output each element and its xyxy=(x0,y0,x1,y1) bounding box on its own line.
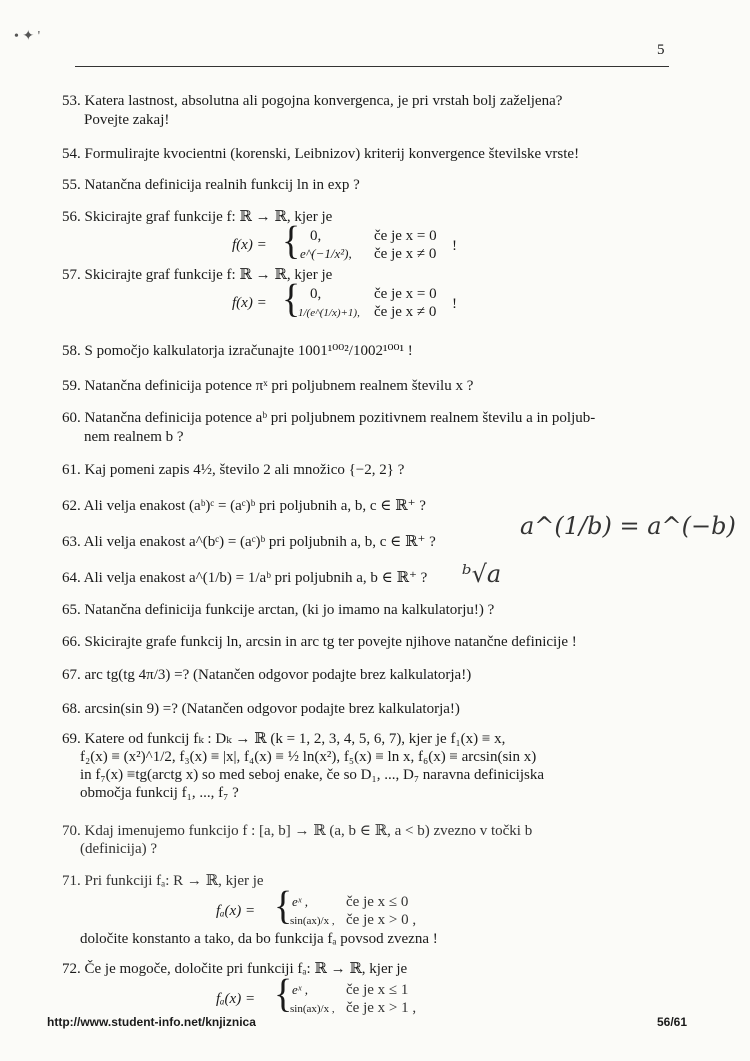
q57-lhs: f(x) = xyxy=(232,295,267,311)
q56-case1: 0, xyxy=(310,228,322,244)
q71-case1: eˣ , xyxy=(292,894,308,909)
question-72: 72. Če je mogoče, določite pri funkciji fₐ: ℝ → ℝ, kjer je xyxy=(62,961,408,977)
q57-cond1: če je x = 0 xyxy=(374,286,437,302)
question-61: 61. Kaj pomeni zapis 4½, število 2 ali množico {−2, 2} ? xyxy=(62,462,405,478)
q72-cond1: če je x ≤ 1 xyxy=(346,982,409,998)
question-60-cont: nem realnem b ? xyxy=(84,429,184,445)
q72-lhs: fₐ(x) = xyxy=(216,991,256,1007)
question-60: 60. Natančna definicija potence aᵇ pri poljubnem pozitivnem realnem številu a in poljub- xyxy=(62,410,596,426)
question-63: 63. Ali velja enakost a^(bᶜ) = (aᶜ)ᵇ pri poljubnih a, b, c ∈ ℝ⁺ ? xyxy=(62,534,436,550)
question-69: 69. Katere od funkcij fₖ : Dₖ → ℝ (k = 1, 2, 3, 4, 5, 6, 7), kjer je f₁(x) ≡ x, xyxy=(62,731,506,747)
question-71-cont: določite konstanto a tako, da bo funkcija fₐ povsod zvezna ! xyxy=(80,931,438,947)
page-number: 5 xyxy=(657,42,665,58)
handwritten-note-2: ᵇ√a xyxy=(462,560,502,588)
q57-end: ! xyxy=(452,296,457,312)
footer-url[interactable]: http://www.student-info.net/knjiznica xyxy=(47,1015,256,1029)
q57-brace: { xyxy=(282,276,301,322)
question-67: 67. arc tg(tg 4π/3) =? (Natančen odgovor podajte brez kalkulatorja!) xyxy=(62,667,472,683)
footer-page: 56/61 xyxy=(657,1015,688,1029)
q56-brace: { xyxy=(282,218,301,264)
question-65: 65. Natančna definicija funkcije arctan, (ki jo imamo na kalkulatorju!) ? xyxy=(62,602,495,618)
header-rule xyxy=(75,66,669,67)
question-57: 57. Skicirajte graf funkcije f: ℝ → ℝ, kjer je xyxy=(62,267,333,283)
question-69-line4: območja funkcij f₁, ..., f₇ ? xyxy=(80,785,239,801)
q56-end: ! xyxy=(452,238,457,254)
q71-brace: { xyxy=(274,883,293,929)
question-62: 62. Ali velja enakost (aᵇ)ᶜ = (aᶜ)ᵇ pri poljubnih a, b, c ∈ ℝ⁺ ? xyxy=(62,498,426,514)
q72-case1: eˣ , xyxy=(292,982,308,997)
question-71: 71. Pri funkciji fₐ: R → ℝ, kjer je xyxy=(62,873,264,889)
q56-lhs: f(x) = xyxy=(232,237,267,253)
q56-cond1: če je x = 0 xyxy=(374,228,437,244)
scan-mark: • ✦ ' xyxy=(14,29,41,44)
question-70: 70. Kdaj imenujemo funkcijo f : [a, b] → ℝ (a, b ∈ ℝ, a < b) zvezno v točki b xyxy=(62,823,533,839)
q56-cond2: če je x ≠ 0 xyxy=(374,246,437,262)
question-53-cont: Povejte zakaj! xyxy=(84,112,170,128)
q71-case2: sin(ax)/x , xyxy=(290,915,335,927)
question-58: 58. S pomočjo kalkulatorja izračunajte 1001¹⁰⁰²/1002¹⁰⁰¹ ! xyxy=(62,343,413,359)
q72-brace: { xyxy=(274,971,293,1017)
question-69-line3: in f₇(x) ≡tg(arctg x) so med seboj enake, če so D₁, ..., D₇ naravna definicijska xyxy=(80,767,544,783)
q71-cond1: če je x ≤ 0 xyxy=(346,894,409,910)
q56-case2: e^(−1/x²), xyxy=(300,246,352,261)
q72-case2: sin(ax)/x , xyxy=(290,1003,335,1015)
question-55: 55. Natančna definicija realnih funkcij ln in exp ? xyxy=(62,177,360,193)
question-56: 56. Skicirajte graf funkcije f: ℝ → ℝ, kjer je xyxy=(62,209,333,225)
q71-cond2: če je x > 0 , xyxy=(346,912,417,928)
handwritten-note-1: a^(1/b) = a^(−b) xyxy=(520,512,736,540)
q72-cond2: če je x > 1 , xyxy=(346,1000,417,1016)
q57-case2: 1/(e^(1/x)+1), xyxy=(298,307,360,319)
question-64: 64. Ali velja enakost a^(1/b) = 1/aᵇ pri poljubnih a, b ∈ ℝ⁺ ? xyxy=(62,570,428,586)
question-70-cont: (definicija) ? xyxy=(80,841,158,857)
q57-case1: 0, xyxy=(310,286,322,302)
question-54: 54. Formulirajte kvocientni (korenski, Leibnizov) kriterij konvergence številske vrste! xyxy=(62,146,580,162)
question-59: 59. Natančna definicija potence πˣ pri poljubnem realnem številu x ? xyxy=(62,378,474,394)
question-68: 68. arcsin(sin 9) =? (Natančen odgovor podajte brez kalkulatorja!) xyxy=(62,701,460,717)
q71-lhs: fₐ(x) = xyxy=(216,903,256,919)
question-53: 53. Katera lastnost, absolutna ali pogojna konvergenca, je pri vrstah bolj zaželjena? xyxy=(62,93,563,109)
question-69-line2: f₂(x) ≡ (x²)^1/2, f₃(x) ≡ |x|, f₄(x) ≡ ½ ln(x²), f₅(x) ≡ ln x, f₆(x) ≡ arcsin(sin x) xyxy=(80,749,537,765)
question-66: 66. Skicirajte grafe funkcij ln, arcsin in arc tg ter povejte njihove natančne definicije ! xyxy=(62,634,577,650)
q57-cond2: če je x ≠ 0 xyxy=(374,304,437,320)
